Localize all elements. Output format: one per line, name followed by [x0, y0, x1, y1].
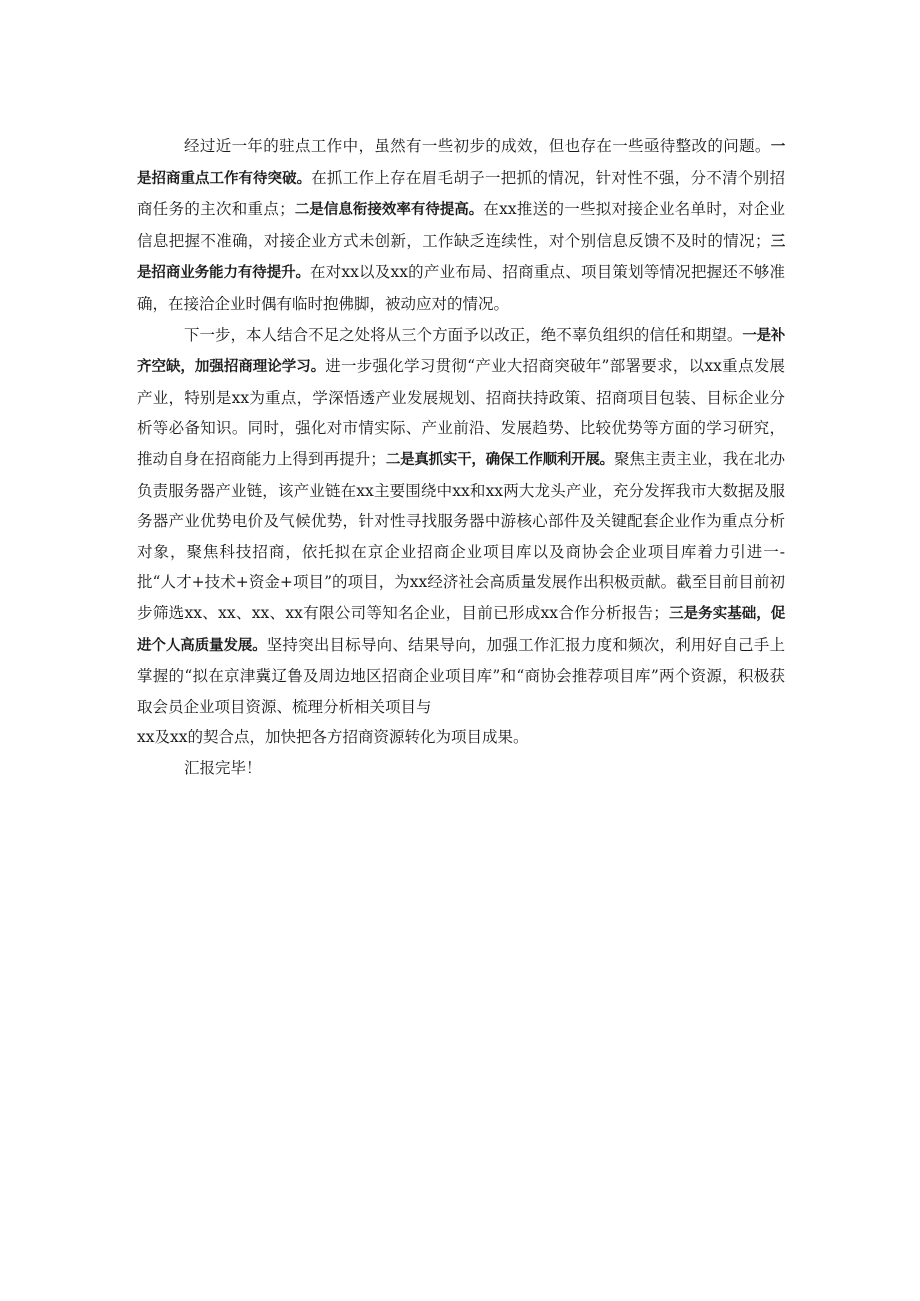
closing-line: 汇报完毕！ [184, 758, 262, 777]
paragraph-text: 下一步，本人结合不足之处将从三个方面予以改正，绝不辜负组织的信任和期望。 [184, 325, 743, 344]
bold-heading: 二是信息衔接效率有待提高。 [294, 202, 484, 219]
paragraph-text: 在抓工作上存在眉毛胡子一把抓的情况，针对性不强，分不清个别招商任务的主次和重点； [137, 168, 785, 219]
paragraph-text: 在对xx以及xx的产业布局、招商重点、项目策划等情况把握还不够准确，在接洽企业时偶有临时抱佛脚，被动应对的情况。 [137, 263, 786, 313]
paragraph-next-steps [137, 320, 785, 723]
paragraph-text: 在xx推送的一些拟对接企业名单时，对企业信息把握不准确，对接企业方式未创新，工作缺乏连续性，对个别信息反馈不及时的情况； [137, 200, 786, 250]
paragraph-problems [137, 131, 785, 320]
paragraph-text: 聚焦主责主业，我在北办负责服务器产业链，该产业链在xx主要围绕中xx和xx两大龙头产业，充分发挥我市大数据及服务器产业优势电价及气候优势，针对性寻找服务器中游核心部件及关键配套企业作为重点分析对象，聚焦科技招商，依托拟在京企业招商企业项目库以及商协会企业项目库着力引进一-批“人才+技术+资金+项目”的项目，为xx经济社会高质量发展作出积极贡献。截至目前目前初步筛选xx、xx、xx、xx有限公司等知名企业，目前已形成xx合作分析报告； [137, 449, 785, 622]
bold-heading: 一是补齐空缺，加强招商理论学习。 [137, 327, 785, 376]
bold-heading: 二是真抓实干，确保工作顺利开展。 [385, 451, 614, 468]
paragraph-text: 经过近一年的驻点工作中，虽然有一些初步的成效，但也存在一些亟待整改的问题。 [184, 137, 771, 155]
document-body [137, 131, 785, 783]
paragraph-text: 进一步强化学习贯彻“产业大招商突破年”部署要求，以xx重点发展产业，特别是xx为重点，学深悟透产业发展规划、招商扶持政策、招商项目包装、目标企业分析等必备知识。同时，强化对市情实际、产业前沿、发展趋势、比较优势等方面的学习研究，推动自身在招商能力上得到再提升； [137, 357, 785, 468]
bold-heading: 一是招商重点工作有待突破。 [137, 139, 785, 187]
paragraph-continuation: xx及xx的契合点，加快把各方招商资源转化为项目成果。 [137, 728, 529, 747]
bold-heading: 三是务实基础，促进个人高质量发展。 [137, 605, 785, 654]
bold-heading: 三是招商业务能力有待提升。 [137, 233, 785, 282]
paragraph-text: 坚持突出目标导向、结果导向，加强工作汇报力度和频次，利用好自己手上掌握的“拟在京津冀辽鲁及周边地区招商企业项目库”和“商协会推荐项目库”两个资源，积极获取会员企业项目资源、梳理分析相关项目与 [137, 635, 785, 716]
